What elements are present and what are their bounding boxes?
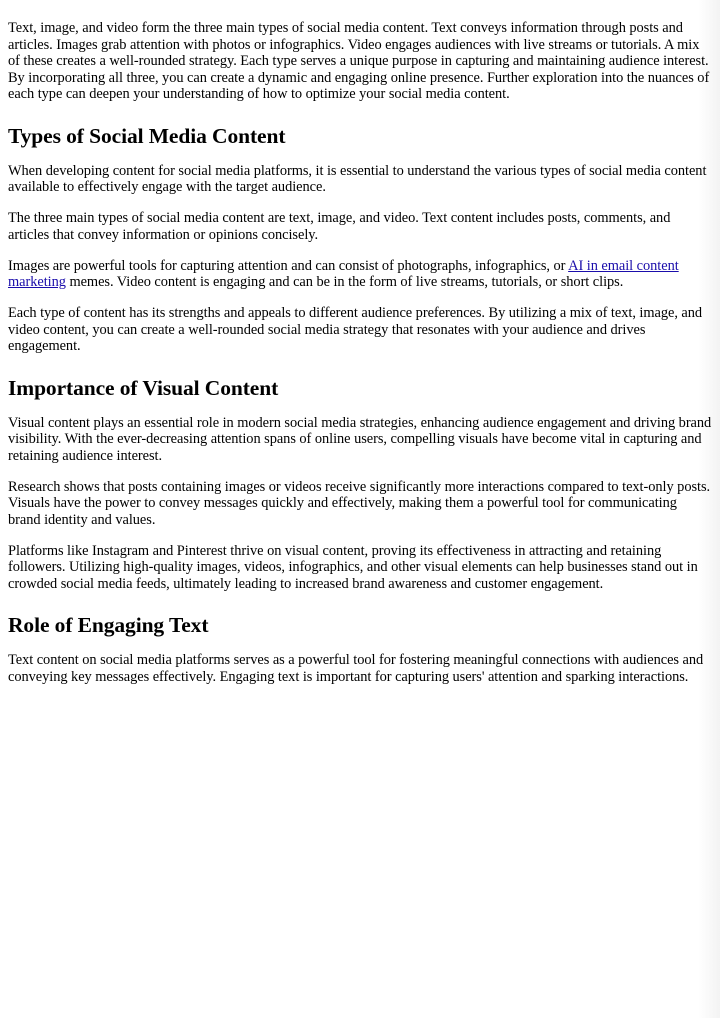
intro-paragraph: Text, image, and video form the three main types of social media content. Text conveys information through posts and articles. Images grab attention with photos or infographics. Video engages audiences with live streams or tutorials. A mix of these creates a well-rounded strategy. Each type serves a unique purpose in capturing and maintaining audience interest. By incorporating all three, you can create a dynamic and engaging online presence. Further exploration into the nuances of each type can deepen your understanding of how to optimize your social media content. bbox=[8, 20, 710, 102]
types-paragraph-2: The three main types of social media content are text, image, and video. Text content includes posts, comments, and articles that convey information or opinions concisely. bbox=[8, 210, 671, 243]
section-heading-visual: Importance of Visual Content bbox=[8, 375, 279, 400]
ai-email-marketing-link[interactable]: AI in email content marketing bbox=[8, 257, 679, 290]
visual-paragraph-3: Platforms like Instagram and Pinterest thrive on visual content, proving its effectiveness in attracting and retaining followers. Utilizing high-quality images, videos, infographics, and other visual elements can help businesses stand out in crowded social media feeds, ultimately leading to increased brand awareness and customer engagement. bbox=[8, 542, 698, 592]
section-heading-text: Role of Engaging Text bbox=[8, 613, 209, 637]
visual-paragraph-1: Visual content plays an essential role in modern social media strategies, enhancing audience engagement and driving brand visibility. With the ever-decreasing attention spans of online users, compelling visuals have become vital in capturing and retaining audience interest. bbox=[8, 414, 712, 464]
section-heading-types: Types of Social Media Content bbox=[8, 123, 286, 148]
visual-paragraph-2: Research shows that posts containing images or videos receive significantly more interactions compared to text-only posts. Visuals have the power to convey messages quickly and effectively, making them a powerful tool for communicating brand identity and values. bbox=[8, 478, 711, 528]
types-paragraph-1: When developing content for social media platforms, it is essential to understand the various types of social media content available to effectively engage with the target audience. bbox=[8, 162, 707, 195]
types-paragraph-3-after: memes. Video content is engaging and can be in the form of live streams, tutorials, or short clips. bbox=[65, 274, 624, 290]
article-body bbox=[8, 20, 712, 700]
text-paragraph-1: Text content on social media platforms serves as a powerful tool for fostering meaningful connections with audiences and conveying key messages effectively. Engaging text is important for capturing users' attention and sparking interactions. bbox=[8, 652, 704, 685]
types-paragraph-4: Each type of content has its strengths and appeals to different audience preferences. By utilizing a mix of text, image, and video content, you can create a well-rounded social media strategy that resonates with your audience and drives engagement. bbox=[8, 305, 703, 354]
types-paragraph-3-before: Images are powerful tools for capturing attention and can consist of photographs, infographics, or bbox=[8, 257, 569, 274]
types-paragraph-3 bbox=[8, 258, 712, 291]
